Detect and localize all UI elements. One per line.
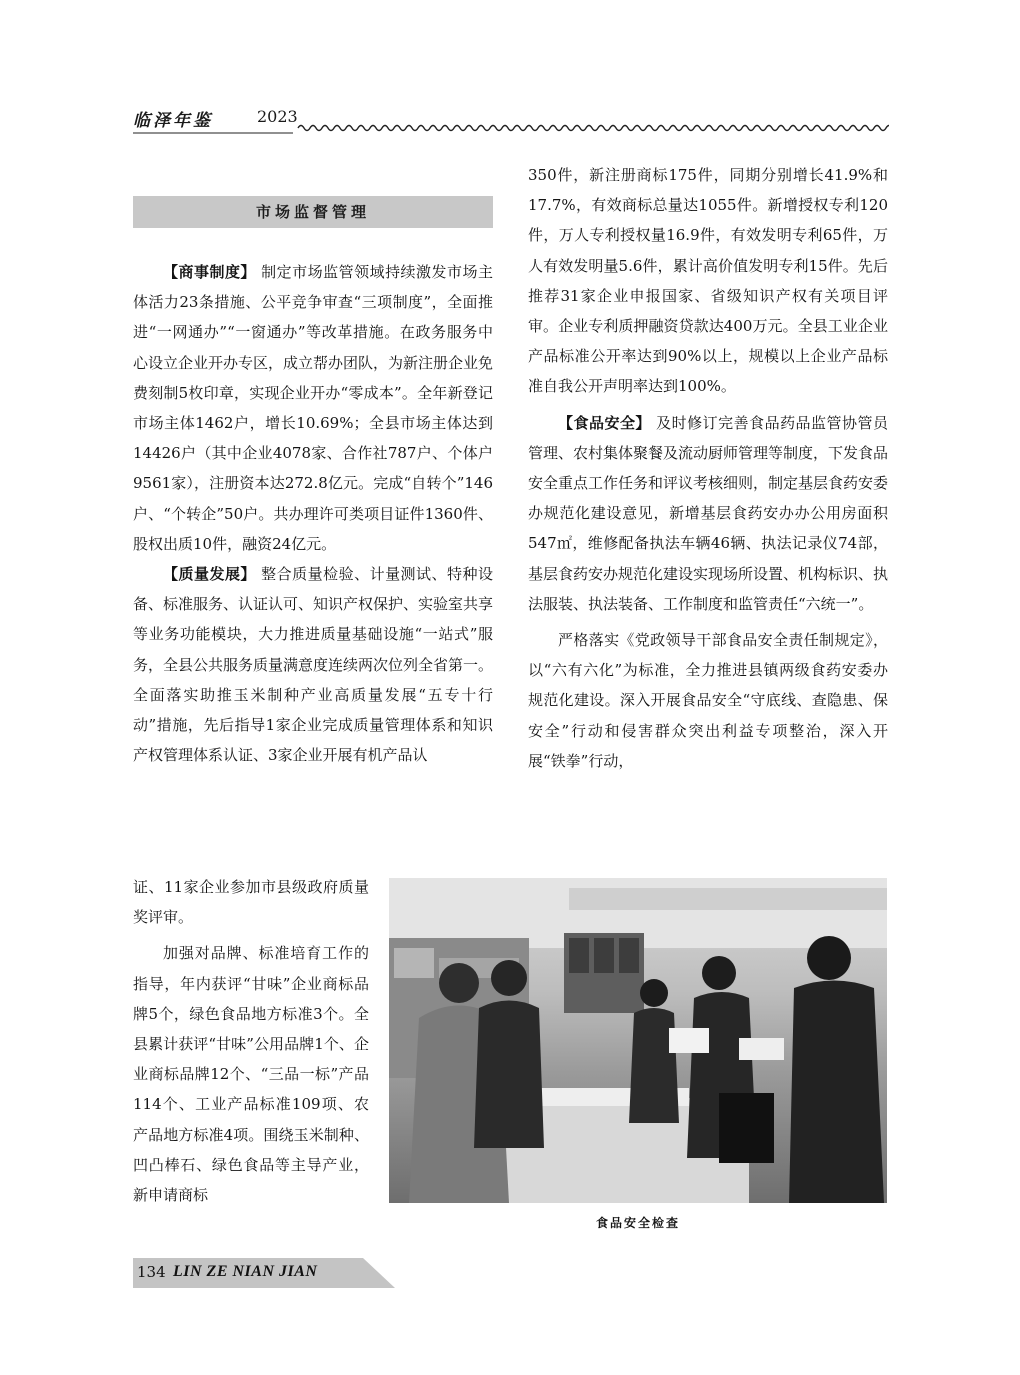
- text-business-system: 制定市场监管领域持续激发市场主体活力23条措施、公平竞争审查“三项制度”，全面推进“一网通办”“一窗通办”等改革措施。在政务服务中心设立企业开办专区，成立帮办团队，为新注册企业免费刻制5枚印章，实现企业开办“零成本”。全年新登记市场主体1462户，增长10.69%；全县市场主体达到14426户（其中企业4078家、合作社787户、个体户9561家），注册资本达272.8亿元。完成“自转个”146户、“个转企”50户。共办理许可类项目证件1360件、股权出质10件，融资24亿元。: [133, 263, 494, 553]
- text-quality-development: 整合质量检验、计量测试、特种设备、标准服务、认证认可、知识产权保护、实验室共享等业务功能模块，大力推进质量基础设施“一站式”服务，全县公共服务质量满意度连续两次位列全省第一。全面落实助推玉米制种产业高质量发展“五专十行动”措施，先后指导1家企业完成质量管理体系和知识产权管理体系认证、3家企业开展有机产品认: [133, 565, 494, 765]
- section-heading: 市场监督管理: [133, 196, 493, 228]
- text-food-safety: 及时修订完善食品药品监管协管员管理、农村集体聚餐及流动厨师管理等制度，下发食品安全重点工作任务和评议考核细则，制定基层食药安委办规范化建设意见，新增基层食药安办办公用房面积547㎡，维修配备执法车辆46辆、执法记录仪74部，基层食药安办规范化建设实现场所设置、机构标识、执法服装、执法装备、工作制度和监管责任“六统一”。: [528, 413, 889, 613]
- photo-caption: 食品安全检查: [595, 1216, 680, 1230]
- tag-quality-development: 【质量发展】: [163, 565, 256, 584]
- paragraph-food-safety: [528, 408, 888, 619]
- left-column: [133, 257, 493, 770]
- header-wave-rule: [133, 122, 889, 134]
- page-footer: [133, 1258, 403, 1288]
- tag-business-system: 【商事制度】: [163, 263, 256, 281]
- left-column-narrow: [133, 872, 369, 1210]
- paragraph-quality-development: [133, 559, 493, 770]
- paragraph-responsibility: 严格落实《党政领导干部食品安全责任制规定》，以“六有六化”为标准，全力推进县镇两级食药安委办规范化建设。深入开展食品安全“守底线、查隐患、保安全”行动和侵害群众突出利益专项整治，深入开展“铁拳”行动，: [528, 631, 888, 770]
- photo-illustration: [389, 878, 887, 1203]
- text-quality-continued: 证、11家企业参加市县级政府质量奖评审。: [133, 878, 369, 927]
- text-trademark-patent: 350件，新注册商标175件，同期分别增长41.9%和17.7%，有效商标总量达1055件。新增授权专利120件，万人专利授权量16.9件，有效发明专利65件，万人有效发明量5.6件，累计高价值发明专利15件。先后推荐31家企业申报国家、省级知识产权有关项目评审。企业专利质押融资贷款达400万元。全县工业企业产品标准公开率达到90%以上，规模以上企业产品标准自我公开声明率达到100%。: [528, 166, 888, 396]
- tag-food-safety: 【食品安全】: [558, 413, 651, 432]
- running-title: LIN ZE NIAN JIAN: [173, 1263, 318, 1280]
- paragraph-business-system: [133, 257, 493, 559]
- page-number: 134: [137, 1263, 166, 1281]
- paragraph-brand-standard: 加强对品牌、标准培育工作的指导，年内获评“甘味”企业商标品牌5个，绿色食品地方标准3个。全县累计获评“甘味”公用品牌1个、企业商标品牌12个、“三品一标”产品114个、工业产品标准109项、农产品地方标准4项。围绕玉米制种、凹凸棒石、绿色食品等主导产业，新申请商标: [133, 944, 369, 1205]
- running-header: [133, 104, 889, 132]
- right-column: [528, 160, 888, 776]
- yearbook-title: 临泽年鉴: [133, 111, 213, 131]
- yearbook-year: 2023: [257, 107, 298, 126]
- food-safety-inspection-photo: [389, 878, 887, 1203]
